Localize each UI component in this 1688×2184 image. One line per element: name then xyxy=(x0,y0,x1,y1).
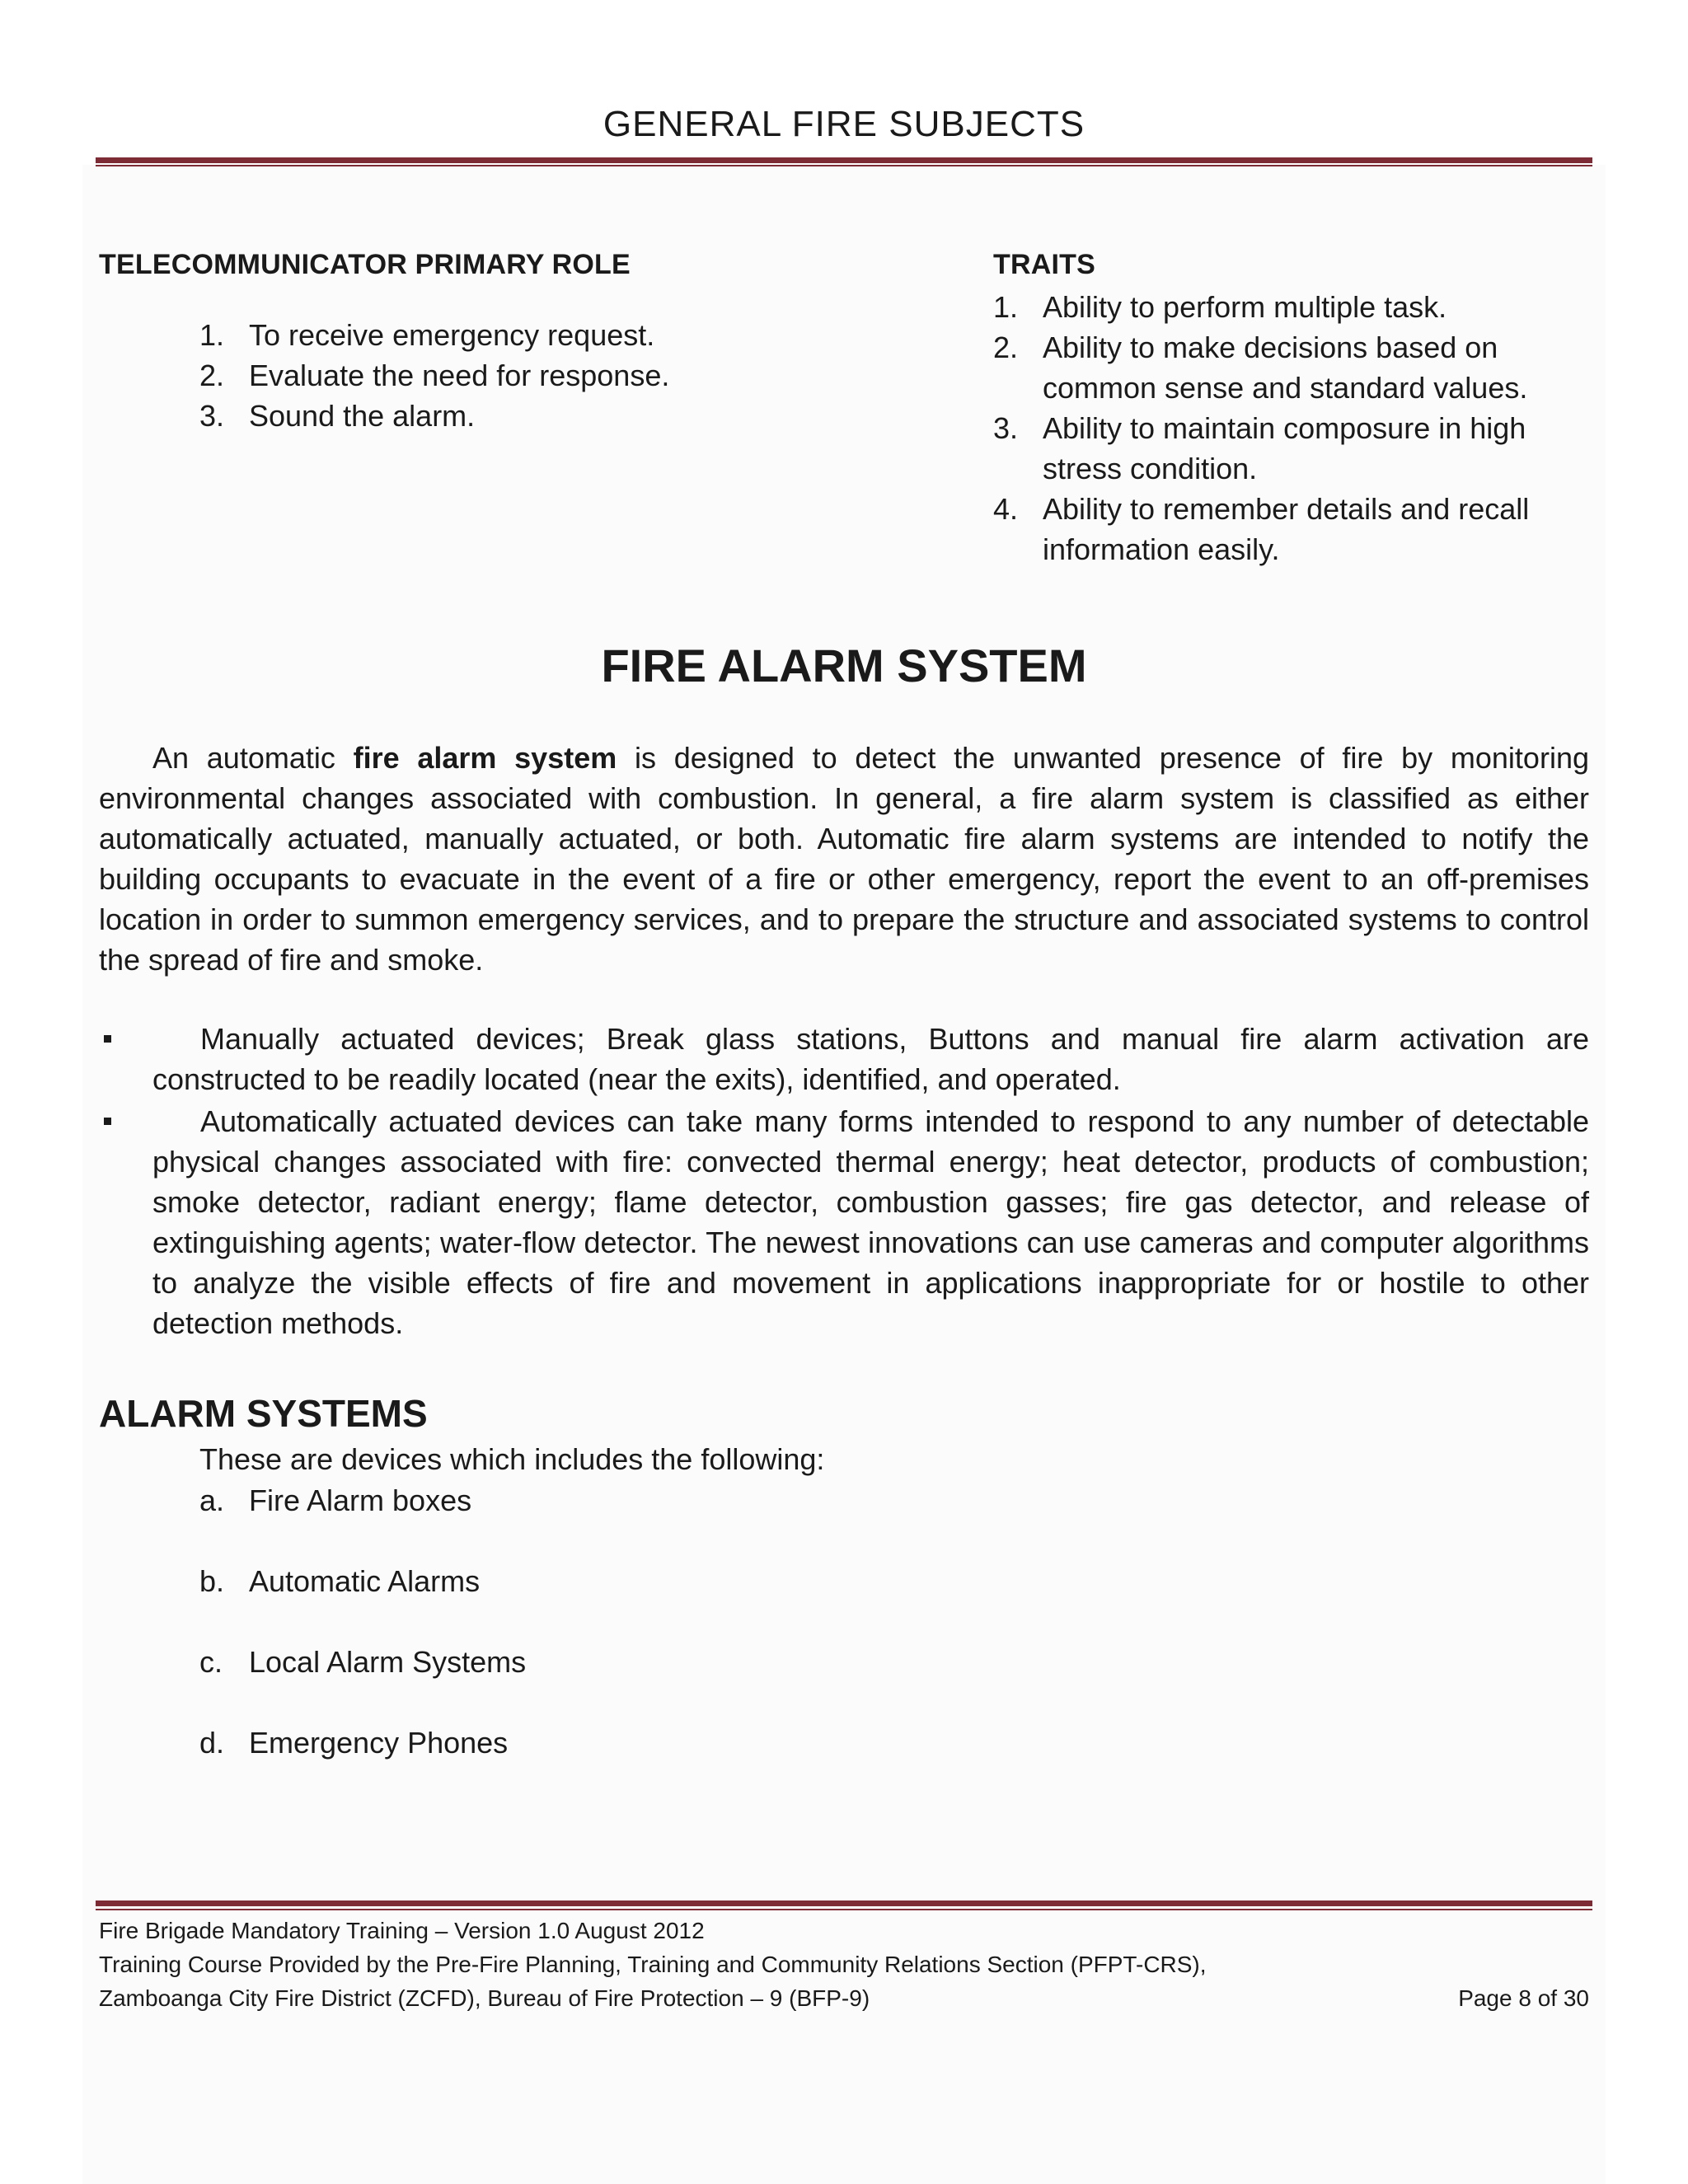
page-number: Page 8 of 30 xyxy=(1458,1985,1589,2011)
alarm-systems-intro: These are devices which includes the following: xyxy=(199,1442,825,1476)
alarm-systems-heading: ALARM SYSTEMS xyxy=(99,1392,428,1435)
list-text: Sound the alarm. xyxy=(249,399,476,433)
roles-heading: TELECOMMUNICATOR PRIMARY ROLE xyxy=(99,249,631,280)
para-rest: is designed to detect the unwanted presence of fire by monitoring environmental changes associated with combustion. In general, a fire alarm system is classified as either automatically actuated, manually actuated, or both. Automatic fire alarm systems are intended to notify the building occupants to evacuate in the event of a fire or other emergency, report the event to an off-premises location in order to summon emergency services, and to prepare the structure and associated systems to control the spread of fire and smoke. xyxy=(99,741,1589,977)
header-rule-thin xyxy=(96,165,1592,166)
device-bullets xyxy=(99,1019,1589,1345)
bullet-square-icon xyxy=(104,1118,111,1125)
list-item xyxy=(993,287,1570,327)
footer-rule xyxy=(96,1900,1592,1906)
list-text: Automatic Alarms xyxy=(249,1564,481,1598)
bullet-item xyxy=(99,1101,1589,1343)
list-text: To receive emergency request. xyxy=(249,318,655,352)
list-text: Ability to maintain composure in high stress condition. xyxy=(1043,411,1526,485)
list-number: 3. xyxy=(993,411,1019,445)
page-header-title: GENERAL FIRE SUBJECTS xyxy=(603,104,1085,144)
traits-list xyxy=(993,287,1570,569)
footer-line-2: Training Course Provided by the Pre-Fire Planning, Training and Community Relations Section (PFPT-CRS), xyxy=(99,1952,1207,1977)
list-item xyxy=(993,408,1570,489)
list-item xyxy=(199,1726,526,1766)
list-item xyxy=(199,315,776,355)
footer xyxy=(99,1914,1589,2015)
list-text: Emergency Phones xyxy=(249,1726,509,1760)
list-letter: b. xyxy=(199,1564,225,1598)
intro-paragraph xyxy=(99,738,1589,980)
list-number: 3. xyxy=(199,399,225,433)
list-number: 1. xyxy=(199,318,225,352)
section-title: FIRE ALARM SYSTEM xyxy=(601,640,1087,691)
list-text: Fire Alarm boxes xyxy=(249,1483,472,1517)
bullet-square-icon xyxy=(104,1035,111,1043)
bullet-text: Automatically actuated devices can take many forms intended to respond to any number of detectable physical changes associated with fire: convected thermal energy; heat detector, products of combustion; smoke detector, radiant energy; flame detector, combustion gasses; fire gas detector, and release of extinguishing agents; water-flow detector. The newest innovations can use cameras and computer algorithms to analyze the visible effects of fire and movement in applications inappropriate for or hostile to other detection methods. xyxy=(152,1104,1589,1340)
alarm-systems-list xyxy=(199,1483,526,1807)
traits-heading: TRAITS xyxy=(993,249,1095,280)
list-number: 2. xyxy=(199,359,225,392)
list-item xyxy=(993,489,1570,569)
para-start: An automatic xyxy=(152,741,354,775)
footer-line-1: Fire Brigade Mandatory Training – Version 1.0 August 2012 xyxy=(99,1918,705,1943)
para-bold-term: fire alarm system xyxy=(353,741,617,775)
list-letter: d. xyxy=(199,1726,225,1760)
list-text: Ability to make decisions based on common sense and standard values. xyxy=(1043,330,1528,405)
list-text: Evaluate the need for response. xyxy=(249,359,670,392)
header-rule xyxy=(96,157,1592,163)
bullet-text: Manually actuated devices; Break glass stations, Buttons and manual fire alarm activation are constructed to be readily located (near the exits), identified, and operated. xyxy=(152,1022,1589,1096)
roles-list xyxy=(199,315,776,436)
list-item xyxy=(199,396,776,436)
list-letter: a. xyxy=(199,1483,225,1517)
list-number: 4. xyxy=(993,492,1019,526)
footer-line-3-row xyxy=(99,1981,1589,2015)
list-item xyxy=(199,355,776,396)
list-text: Ability to perform multiple task. xyxy=(1043,290,1447,324)
bullet-item xyxy=(99,1019,1589,1099)
footer-line-3: Zamboanga City Fire District (ZCFD), Bureau of Fire Protection – 9 (BFP-9) xyxy=(99,1985,870,2011)
list-number: 2. xyxy=(993,330,1019,364)
list-letter: c. xyxy=(199,1645,223,1679)
list-text: Ability to remember details and recall information easily. xyxy=(1043,492,1530,566)
list-text: Local Alarm Systems xyxy=(249,1645,527,1679)
list-item xyxy=(199,1564,526,1605)
footer-rule-thin xyxy=(96,1909,1592,1910)
list-item xyxy=(993,327,1570,408)
list-item xyxy=(199,1645,526,1685)
list-number: 1. xyxy=(993,290,1019,324)
list-item xyxy=(199,1483,526,1524)
